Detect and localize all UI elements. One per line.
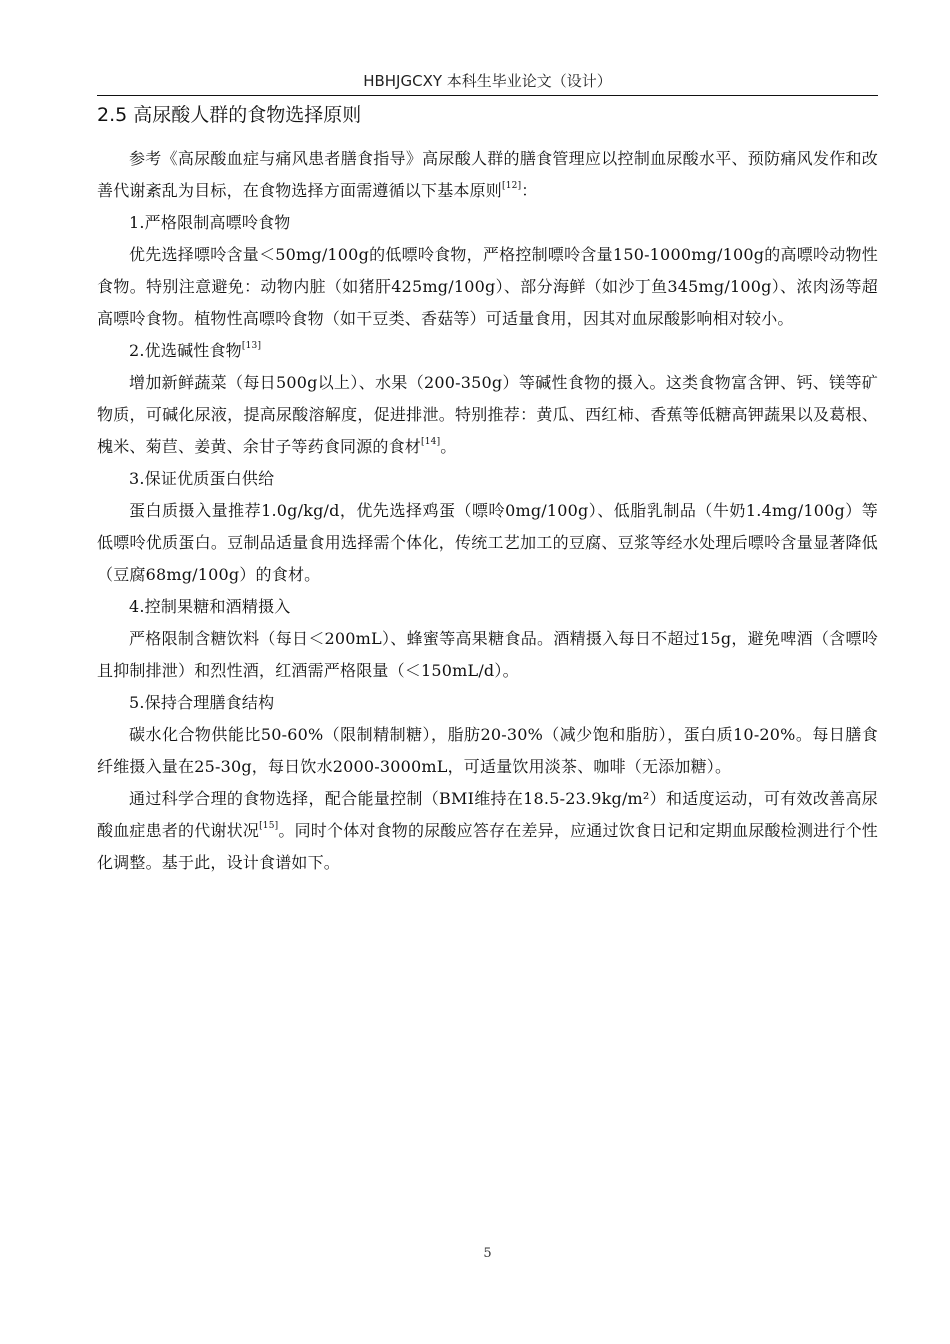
principle-paragraph-5: 碳水化合物供能比50-60%（限制精制糖），脂肪20-30%（减少饱和脂肪），蛋白质10-20%。每日膳食纤维摄入量在25-30g，每日饮水2000-3000mL，可适量饮用淡茶、咖啡（无添加糖）。 (97, 725, 878, 776)
principle-heading-4: 4.控制果糖和酒精摄入 (129, 597, 291, 616)
page-number: 5 (483, 1246, 492, 1261)
citation-14: [14] (421, 436, 441, 447)
body-text (97, 143, 878, 879)
principle-heading-2 (97, 335, 878, 367)
principle-heading-5: 5.保持合理膳食结构 (129, 693, 275, 712)
intro-text: 参考《高尿酸血症与痛风患者膳食指导》高尿酸人群的膳食管理应以控制血尿酸水平、预防痛风发作和改善代谢紊乱为目标，在食物选择方面需遵循以下基本原则 (97, 149, 878, 200)
citation-15: [15] (259, 820, 279, 831)
principle-paragraph-3: 蛋白质摄入量推荐1.0g/kg/d，优先选择鸡蛋（嘌呤0mg/100g）、低脂乳制品（牛奶1.4mg/100g）等低嘌呤优质蛋白。豆制品适量食用选择需个体化，传统工艺加工的豆腐、豆浆等经水处理后嘌呤含量显著降低（豆腐68mg/100g）的食材。 (97, 501, 878, 584)
section-title: 2.5 高尿酸人群的食物选择原则 (97, 104, 362, 126)
principle-paragraph-1: 优先选择嘌呤含量＜50mg/100g的低嘌呤食物，严格控制嘌呤含量150-1000mg/100g的高嘌呤动物性食物。特别注意避免：动物内脏（如猪肝425mg/100g）、部分海鲜（如沙丁鱼345mg/100g）、浓肉汤等超高嘌呤食物。植物性高嘌呤食物（如干豆类、香菇等）可适量食用，因其对血尿酸影响相对较小。 (97, 245, 878, 328)
principle-paragraph-2 (97, 367, 878, 463)
conclusion-paragraph (97, 783, 878, 879)
intro-paragraph (97, 143, 878, 207)
citation-13: [13] (241, 340, 262, 351)
principle-heading-2-text: 2.优选碱性食物 (129, 341, 242, 360)
principle-paragraph-2-text: 增加新鲜蔬菜（每日500g以上）、水果（200-350g）等碱性食物的摄入。这类食物富含钾、钙、镁等矿物质，可碱化尿液，提高尿酸溶解度，促进排泄。特别推荐：黄瓜、西红柿、香蕉等低糖高钾蔬果以及葛根、槐米、菊苣、姜黄、余甘子等药食同源的食材 (97, 373, 878, 456)
conclusion-tail: 。同时个体对食物的尿酸应答存在差异，应通过饮食日记和定期血尿酸检测进行个性化调整。基于此，设计食谱如下。 (97, 821, 878, 872)
intro-tail: ： (521, 181, 538, 200)
header-divider (97, 95, 878, 96)
principle-paragraph-4: 严格限制含糖饮料（每日＜200mL）、蜂蜜等高果糖食品。酒精摄入每日不超过15g，避免啤酒（含嘌呤且抑制排泄）和烈性酒，红酒需严格限量（＜150mL/d）。 (97, 629, 878, 680)
principle-paragraph-2-tail: 。 (440, 437, 457, 456)
citation-12: [12] (502, 180, 522, 191)
principle-heading-3: 3.保证优质蛋白供给 (129, 469, 275, 488)
conclusion-text: 通过科学合理的食物选择，配合能量控制（BMI维持在18.5-23.9kg/m²）和适度运动，可有效改善高尿酸血症患者的代谢状况 (97, 789, 878, 840)
principle-heading-1: 1.严格限制高嘌呤食物 (129, 213, 291, 232)
running-header: HBHJGCXY 本科生毕业论文（设计） (363, 72, 612, 90)
